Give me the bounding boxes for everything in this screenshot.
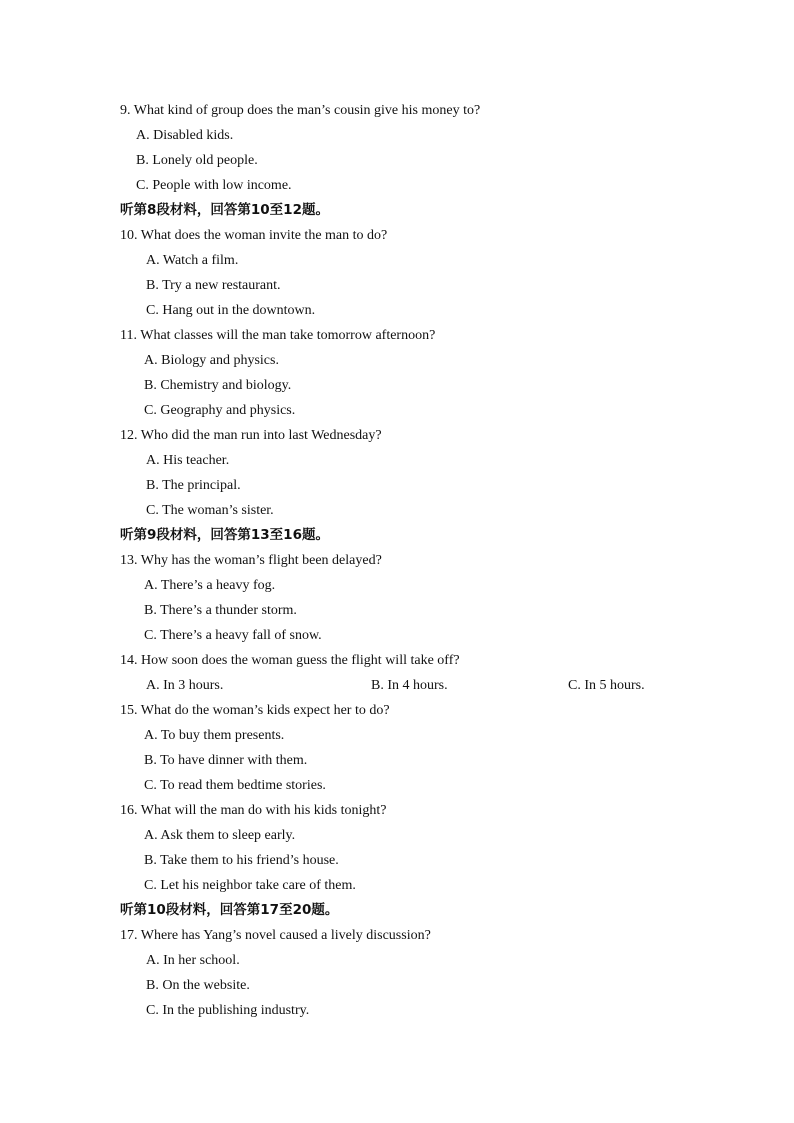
q14-options-row [120,673,680,698]
q16-option-a: A. Ask them to sleep early. [144,828,296,843]
q15-option-b: B. To have dinner with them. [144,753,308,768]
q10-option-b: B. Try a new restaurant. [146,278,281,293]
section-heading-9: 听第9段材料，回答第13至16题。 [120,527,329,543]
q14-option-a: A. In 3 hours. [146,678,224,693]
question-12: 12. Who did the man run into last Wednesday? [120,428,382,443]
q9-option-b: B. Lonely old people. [136,153,258,168]
section-heading-8: 听第8段材料，回答第10至12题。 [120,202,329,218]
question-9: 9. What kind of group does the man’s cousin give his money to? [120,103,481,118]
q11-option-a: A. Biology and physics. [144,353,279,368]
listening-questions [120,98,680,1023]
q16-option-b: B. Take them to his friend’s house. [144,853,339,868]
question-11: 11. What classes will the man take tomorrow afternoon? [120,328,436,343]
question-16: 16. What will the man do with his kids tonight? [120,803,387,818]
question-17: 17. Where has Yang’s novel caused a lively discussion? [120,928,431,943]
q15-option-a: A. To buy them presents. [144,728,285,743]
q12-option-a: A. His teacher. [146,453,230,468]
q9-option-a: A. Disabled kids. [136,128,234,143]
q12-option-b: B. The principal. [146,478,241,493]
q17-option-a: A. In her school. [146,953,240,968]
q15-option-c: C. To read them bedtime stories. [144,778,326,793]
question-10: 10. What does the woman invite the man to do? [120,228,388,243]
q13-option-b: B. There’s a thunder storm. [144,603,297,618]
q14-option-b: B. In 4 hours. [371,678,448,693]
q9-option-c: C. People with low income. [136,178,292,193]
q17-option-b: B. On the website. [146,978,250,993]
q14-option-c: C. In 5 hours. [568,678,645,693]
q11-option-b: B. Chemistry and biology. [144,378,292,393]
q17-option-c: C. In the publishing industry. [146,1003,310,1018]
q11-option-c: C. Geography and physics. [144,403,296,418]
q12-option-c: C. The woman’s sister. [146,503,274,518]
q10-option-a: A. Watch a film. [146,253,239,268]
question-15: 15. What do the woman’s kids expect her to do? [120,703,390,718]
section-heading-10: 听第10段材料，回答第17至20题。 [120,902,339,918]
question-14: 14. How soon does the woman guess the flight will take off? [120,653,460,668]
question-13: 13. Why has the woman’s flight been delayed? [120,553,382,568]
q13-option-c: C. There’s a heavy fall of snow. [144,628,322,643]
q10-option-c: C. Hang out in the downtown. [146,303,316,318]
q16-option-c: C. Let his neighbor take care of them. [144,878,356,893]
q13-option-a: A. There’s a heavy fog. [144,578,276,593]
